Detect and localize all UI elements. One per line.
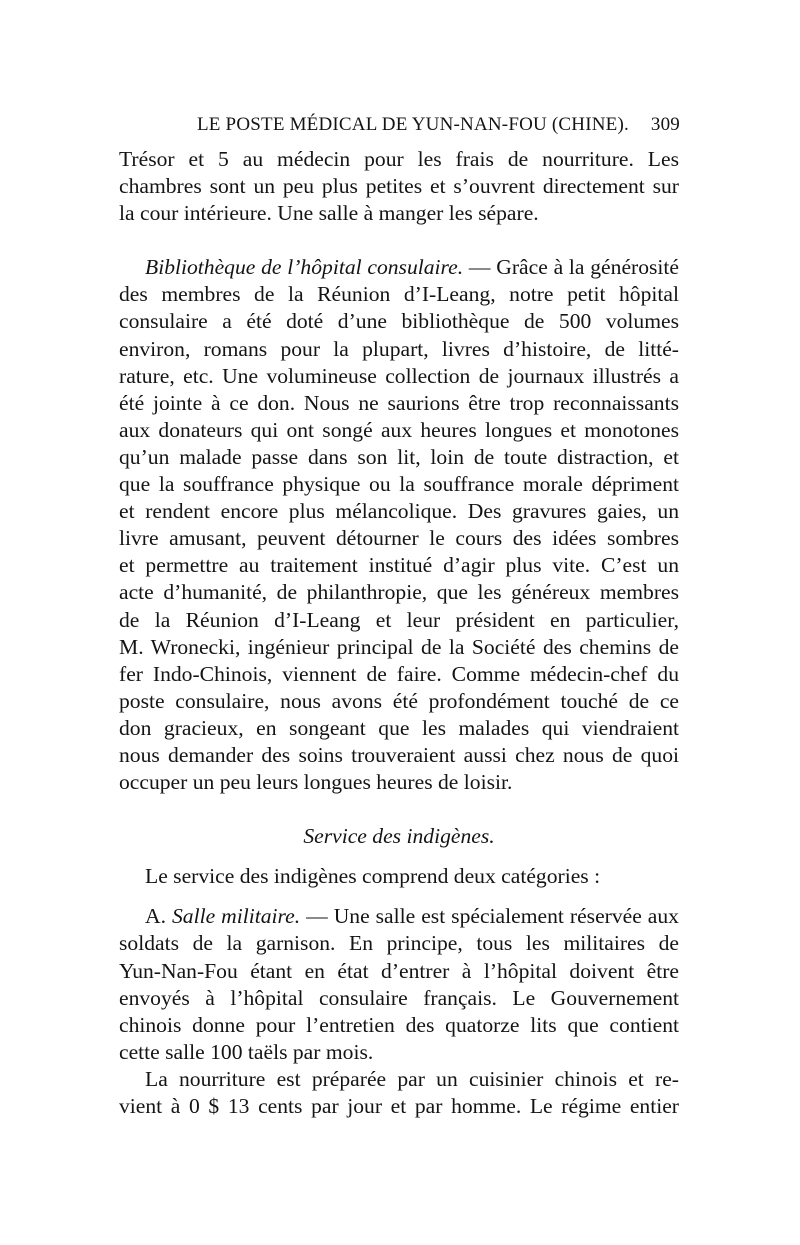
text-line: et permettre au traitement institué d’agir plus vite. C’est un <box>119 553 679 578</box>
text-line: fer Indo-Chinois, viennent de faire. Comme médecin-chef du <box>119 661 679 686</box>
text-line: M. Wronecki, ingénieur principal de la Société des chemins de <box>119 634 679 659</box>
text-line: qu’un malade passe dans son lit, loin de toute distraction, et <box>119 444 679 469</box>
text-line: été jointe à ce don. Nous ne saurions être trop reconnaissants <box>119 390 679 415</box>
page-header <box>197 114 680 136</box>
text-line: chambres sont un peu plus petites et s’ouvrent directement sur <box>119 174 679 199</box>
text-line: Bibliothèque de l’hôpital consulaire. — Grâce à la générosité <box>145 255 680 280</box>
text-line: Yun-Nan-Fou étant en état d’entrer à l’hôpital doivent être <box>119 958 679 983</box>
section-title: Service des indigènes. <box>303 824 495 849</box>
text-line: la cour intérieure. Une salle à manger les sépare. <box>119 201 539 226</box>
section-heading-library: Bibliothèque de l’hôpital consulaire. <box>145 255 464 280</box>
text-line: Trésor et 5 au médecin pour les frais de nourriture. Les <box>119 147 679 171</box>
paragraph-1 <box>119 146 679 227</box>
text-line: don gracieux, en songeant que les malades qui viendraient <box>119 715 679 740</box>
body-text <box>119 146 679 1120</box>
text-line: La nourriture est préparée par un cuisinier chinois et re- <box>145 1066 679 1091</box>
text-line: chinois donne pour l’entretien des quatorze lits que contient <box>119 1012 679 1037</box>
text-line: de la Réunion d’I-Leang et leur président en particulier, <box>119 607 679 632</box>
text-line: que la souffrance physique ou la souffrance morale dépriment <box>119 472 679 497</box>
text-line: cette salle 100 taëls par mois. <box>119 1039 374 1064</box>
text-line: poste consulaire, nous avons été profondément touché de ce <box>119 688 679 713</box>
text-line: envoyés à l’hôpital consulaire français. Le Gouvernement <box>119 985 679 1010</box>
text-line: et rendent encore plus mélancolique. Des gravures gaies, un <box>119 499 679 524</box>
text-line: consulaire a été doté d’une bibliothèque de 500 volumes <box>119 309 679 334</box>
text-line: acte d’humanité, de philanthropie, que les généreux membres <box>119 580 679 605</box>
text-line: nous demander des soins trouveraient aussi chez nous de quoi <box>119 742 679 767</box>
text-line: occuper un peu leurs longues heures de loisir. <box>119 770 513 795</box>
page-number: 309 <box>650 114 680 135</box>
text-line: aux donateurs qui ont songé aux heures longues et monotones <box>119 417 679 442</box>
text-line: vient à 0 $ 13 cents par jour et par homme. Le régime entier <box>119 1094 679 1118</box>
paragraph-food <box>119 1066 679 1120</box>
text-line: soldats de la garnison. En principe, tous les militaires de <box>119 931 679 956</box>
text-line: livre amusant, peuvent détourner le cours des idées sombres <box>119 526 679 551</box>
text-line: environ, romans pour la plupart, livres d’histoire, de litté- <box>119 336 679 361</box>
running-title: LE POSTE MÉDICAL DE YUN-NAN-FOU (CHINE). <box>197 114 629 135</box>
section-heading-military: Salle militaire. <box>171 904 301 929</box>
paragraph-military-ward <box>119 903 679 1066</box>
paragraph-library <box>119 254 679 796</box>
text-line: des membres de la Réunion d’I-Leang, notre petit hôpital <box>119 282 679 307</box>
paragraph-categories: Le service des indigènes comprend deux catégories : <box>145 864 601 889</box>
text-line: A. Salle militaire. — Une salle est spécialement réservée aux <box>145 904 679 929</box>
text-line: rature, etc. Une volumineuse collection de journaux illustrés a <box>119 363 679 388</box>
